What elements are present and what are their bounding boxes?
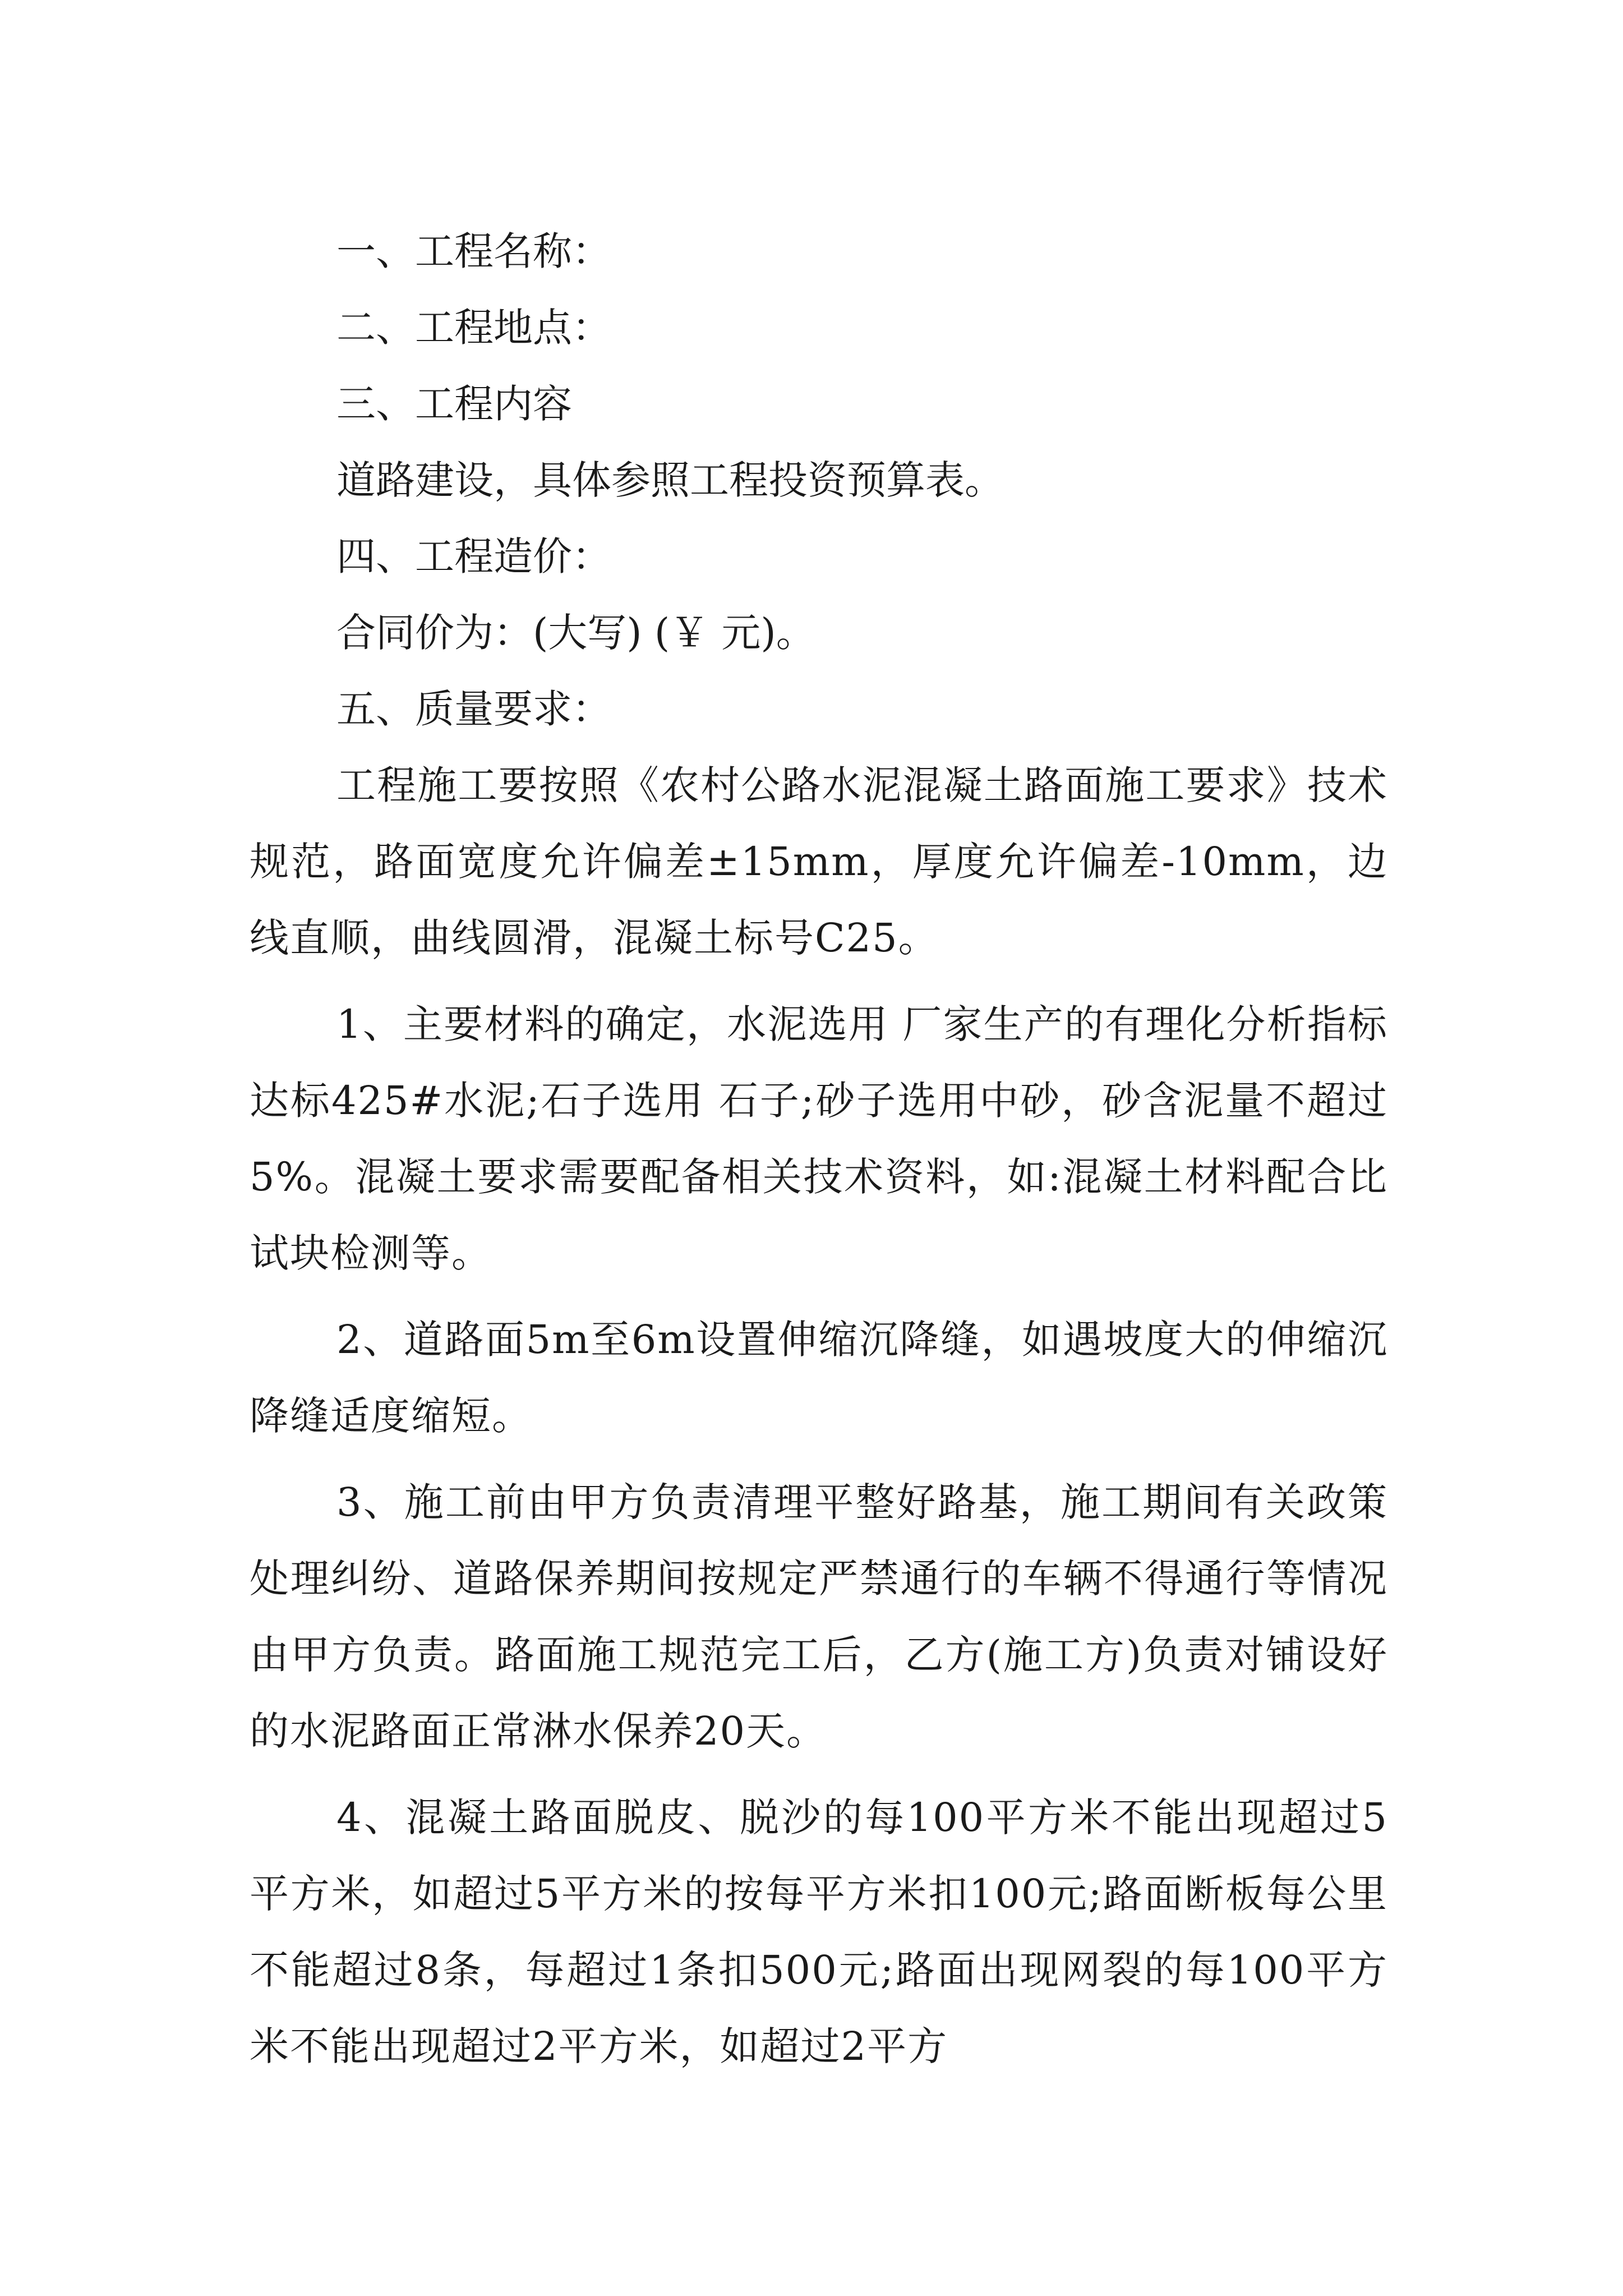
heading-quality-requirements: 五、质量要求： (336, 686, 611, 732)
project-content-text: 道路建设，具体参照工程投资预算表。 (336, 457, 1004, 503)
paragraph-construction-standard: 工程施工要按照《农村公路水泥混凝土路面施工要求》技术规范，路面宽度允许偏差±15mm，厚度允许偏差-10mm，边线直顺，曲线圆滑，混凝土标号C25。 (250, 762, 1388, 961)
paragraph-party-a-responsibilities: 3、施工前由甲方负责清理平整好路基，施工期间有关政策处理纠纷、道路保养期间按规定严禁通行的车辆不得通行等情况由甲方负责。路面施工规范完工后，乙方(施工方)负责对铺设好的水泥路面正常淋水保养20天。 (250, 1479, 1388, 1754)
paragraph-defect-penalties: 4、混凝土路面脱皮、脱沙的每100平方米不能出现超过5平方米，如超过5平方米的按每平方米扣100元;路面断板每公里不能超过8条，每超过1条扣500元;路面出现网裂的每100平方米不能出现超过2平方米，如超过2平方 (250, 1795, 1388, 2069)
heading-project-cost: 四、工程造价： (336, 533, 611, 579)
paragraph-materials: 1、主要材料的确定，水泥选用 厂家生产的有理化分析指标达标425#水泥;石子选用 石子;砂子选用中砂，砂含泥量不超过5%。混凝土要求需要配备相关技术资料，如:混凝土材料配合比试块检测等。 (250, 1001, 1388, 1276)
heading-project-location: 二、工程地点： (336, 305, 611, 351)
heading-project-name: 一、工程名称： (336, 228, 611, 274)
document-body (250, 213, 1388, 2085)
contract-price-text: 合同价为：(大写) (￥ 元)。 (336, 610, 815, 656)
heading-project-content: 三、工程内容 (336, 381, 572, 427)
paragraph-expansion-joints: 2、道路面5m至6m设置伸缩沉降缝，如遇坡度大的伸缩沉降缝适度缩短。 (250, 1317, 1388, 1439)
